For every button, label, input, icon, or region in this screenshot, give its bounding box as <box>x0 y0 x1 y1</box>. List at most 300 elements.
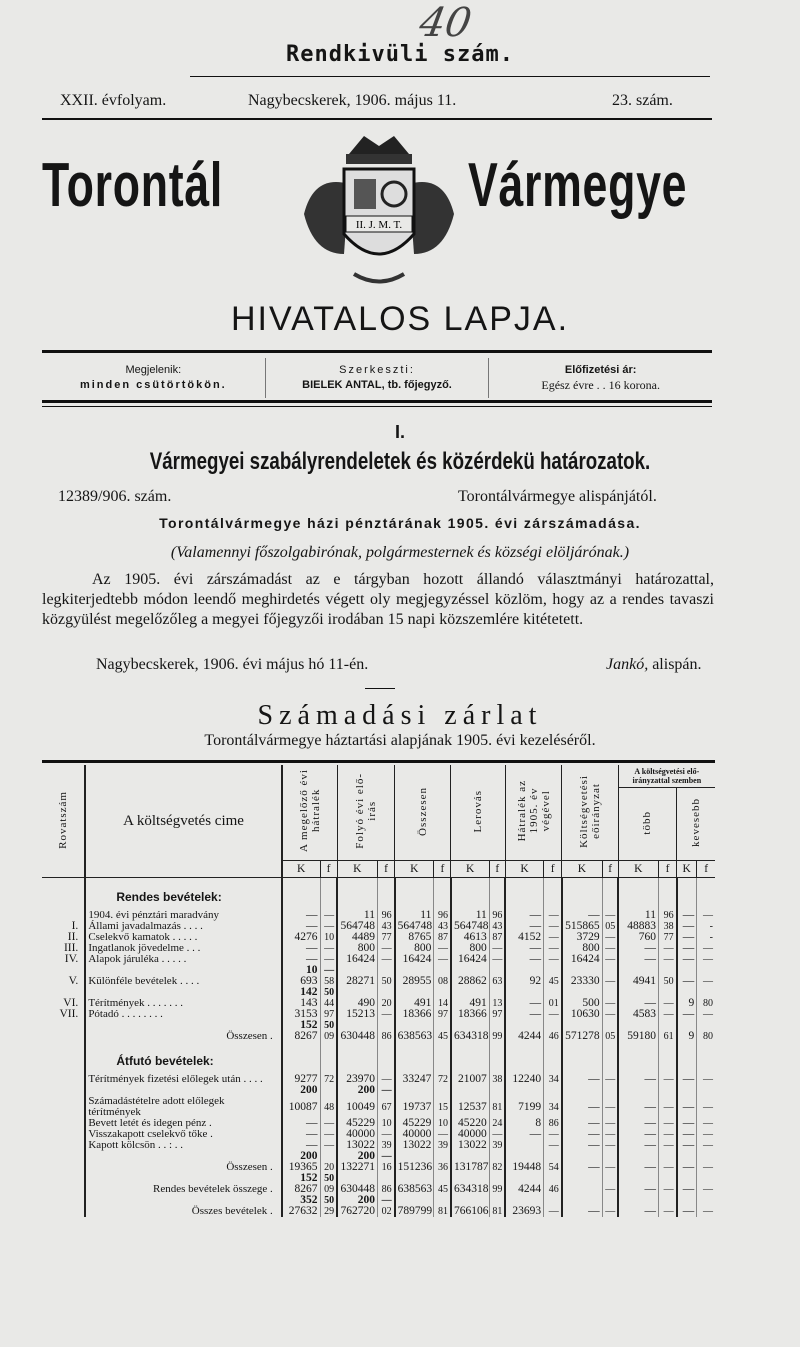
value-filler: 99 <box>489 1184 505 1195</box>
value-filler: — <box>697 1129 715 1140</box>
value-filler <box>658 1020 676 1031</box>
value-filler: — <box>658 1206 676 1217</box>
value-korona <box>562 1085 602 1096</box>
row-number <box>42 1162 85 1173</box>
addressees: (Valamennyi főszolgabirónak, polgármesternek és községi elöljárónak.) <box>170 544 630 561</box>
value-filler <box>697 965 715 976</box>
value-filler: — <box>658 1140 676 1151</box>
value-filler: — <box>602 1096 618 1118</box>
value-filler: — <box>658 1074 676 1085</box>
value-filler: — <box>434 943 451 954</box>
value-korona: 27632 <box>282 1206 320 1217</box>
carryover-row <box>42 1195 715 1206</box>
row-number <box>42 1118 85 1129</box>
value-filler <box>377 1020 394 1031</box>
header-col-3: Összesen <box>395 765 451 861</box>
value-korona: 800 <box>562 943 602 954</box>
header-f: f <box>434 861 451 878</box>
value-korona: 4152 <box>505 932 543 943</box>
value-korona: — <box>677 1129 697 1140</box>
value-korona: 19737 <box>395 1096 434 1118</box>
value-filler: 77 <box>377 932 394 943</box>
value-korona <box>505 878 543 911</box>
issue-date: Nagybecskerek, 1906. május 11. <box>248 92 457 109</box>
value-filler: 39 <box>434 1140 451 1151</box>
value-filler: 72 <box>320 1074 337 1085</box>
value-filler: 05 <box>602 921 618 932</box>
value-korona: 16424 <box>451 954 489 965</box>
value-filler: 77 <box>658 932 676 943</box>
value-korona: — <box>677 910 697 921</box>
value-korona: — <box>505 954 543 965</box>
value-filler: 45 <box>434 1031 451 1042</box>
value-korona: 564748 <box>451 921 489 932</box>
value-korona: 152 <box>282 1173 320 1184</box>
value-filler: — <box>602 1140 618 1151</box>
value-filler: — <box>377 954 394 965</box>
value-filler <box>377 878 394 911</box>
value-filler: 46 <box>544 1184 562 1195</box>
value-korona <box>395 878 434 911</box>
header-f: f <box>697 861 715 878</box>
value-korona: 200 <box>337 1151 377 1162</box>
value-filler <box>697 1173 715 1184</box>
header-col-6: Költségvetési eőirányzat <box>562 765 618 861</box>
value-korona: — <box>618 1184 658 1195</box>
header-kevesebb: kevesebb <box>677 788 715 861</box>
header-group: A költségvetési elő-irányzattal szemben <box>618 765 715 788</box>
total-row <box>42 1206 715 1217</box>
value-korona <box>451 1085 489 1096</box>
value-korona: 28862 <box>451 976 489 987</box>
value-korona: 800 <box>337 943 377 954</box>
value-korona: — <box>677 932 697 943</box>
value-filler: — <box>544 1129 562 1140</box>
value-korona: 11 <box>337 910 377 921</box>
value-korona: 4583 <box>618 1009 658 1020</box>
value-korona: 18366 <box>395 1009 434 1020</box>
value-filler: 39 <box>489 1140 505 1151</box>
section-row <box>42 878 715 911</box>
row-label: Számadástételre adott előlegek térítmények <box>85 1096 281 1118</box>
value-filler: 38 <box>489 1074 505 1085</box>
value-filler: 13 <box>489 998 505 1009</box>
row-label: Kapott kölcsön . . : . . <box>85 1140 281 1151</box>
value-filler: 87 <box>434 932 451 943</box>
value-korona: — <box>562 1129 602 1140</box>
value-filler <box>377 1042 394 1074</box>
value-filler: 01 <box>544 998 562 1009</box>
handwritten-page-number: 40 <box>415 0 475 46</box>
value-korona: — <box>677 1140 697 1151</box>
value-korona: 151236 <box>395 1162 434 1173</box>
header-cime: A költségvetés cime <box>85 765 281 878</box>
value-filler: 16 <box>377 1162 394 1173</box>
carryover-row <box>42 1020 715 1031</box>
value-filler: — <box>658 998 676 1009</box>
value-filler: 14 <box>434 998 451 1009</box>
value-korona: 9 <box>677 1031 697 1042</box>
value-korona <box>337 878 377 911</box>
value-filler: 29 <box>320 1206 337 1217</box>
value-filler: — <box>602 1206 618 1217</box>
value-korona: 13022 <box>451 1140 489 1151</box>
value-korona: 10049 <box>337 1096 377 1118</box>
value-korona: 11 <box>618 910 658 921</box>
value-filler: — <box>544 1206 562 1217</box>
value-filler <box>602 1195 618 1206</box>
value-filler: — <box>544 954 562 965</box>
value-filler: 10 <box>434 1118 451 1129</box>
value-korona: 142 <box>282 987 320 998</box>
value-filler: — <box>544 921 562 932</box>
value-filler: 08 <box>434 976 451 987</box>
value-filler: 96 <box>489 910 505 921</box>
value-filler: — <box>377 1129 394 1140</box>
value-filler: 45 <box>434 1184 451 1195</box>
value-korona: 19448 <box>505 1162 543 1173</box>
value-korona: — <box>282 943 320 954</box>
value-korona <box>505 1085 543 1096</box>
value-korona: 23693 <box>505 1206 543 1217</box>
value-filler <box>489 965 505 976</box>
value-filler: 36 <box>434 1162 451 1173</box>
value-filler <box>544 1173 562 1184</box>
value-filler: 86 <box>544 1118 562 1129</box>
value-korona: — <box>562 1096 602 1118</box>
value-filler: — <box>697 1009 715 1020</box>
value-korona: 634318 <box>451 1184 489 1195</box>
coat-of-arms <box>294 124 464 294</box>
value-korona: 789799 <box>395 1206 434 1217</box>
value-korona: 4276 <box>282 932 320 943</box>
value-filler: 48 <box>320 1096 337 1118</box>
carryover-row <box>42 1151 715 1162</box>
value-filler <box>697 1195 715 1206</box>
section-heading: Rendes bevételek: <box>85 878 281 911</box>
value-filler <box>489 878 505 911</box>
value-filler <box>489 1042 505 1074</box>
value-korona: 12240 <box>505 1074 543 1085</box>
value-korona: 19365 <box>282 1162 320 1173</box>
value-korona <box>395 1042 434 1074</box>
value-filler: — <box>602 932 618 943</box>
value-korona: 21007 <box>451 1074 489 1085</box>
value-filler <box>658 1173 676 1184</box>
value-korona: 9 <box>677 998 697 1009</box>
value-filler: 96 <box>658 910 676 921</box>
value-filler <box>434 1195 451 1206</box>
value-filler: 50 <box>320 987 337 998</box>
value-korona: 693 <box>282 976 320 987</box>
value-filler: — <box>697 1118 715 1129</box>
value-korona: 630448 <box>337 1031 377 1042</box>
value-korona: 200 <box>282 1151 320 1162</box>
value-filler <box>489 1020 505 1031</box>
value-filler: — <box>658 1096 676 1118</box>
value-filler: — <box>697 976 715 987</box>
value-filler: — <box>377 1151 394 1162</box>
table-row <box>42 1096 715 1118</box>
value-korona: 10630 <box>562 1009 602 1020</box>
table-row <box>42 976 715 987</box>
value-korona: — <box>677 1162 697 1173</box>
value-filler: 10 <box>377 1118 394 1129</box>
value-korona: 16424 <box>337 954 377 965</box>
value-korona <box>618 878 658 911</box>
value-korona: — <box>677 921 697 932</box>
header-col-1: A megelőző évi hátralék <box>282 765 337 861</box>
table-row <box>42 1074 715 1085</box>
value-filler: — <box>544 943 562 954</box>
value-filler: - <box>697 921 715 932</box>
coat-of-arms-label: II. J. M. T. <box>355 219 403 231</box>
row-number: I. <box>71 920 79 932</box>
carryover-row <box>42 1173 715 1184</box>
row-number <box>42 878 85 911</box>
value-filler: — <box>377 1195 394 1206</box>
value-filler: — <box>602 1074 618 1085</box>
value-filler: 20 <box>377 998 394 1009</box>
value-filler: — <box>320 943 337 954</box>
value-filler <box>320 1085 337 1096</box>
signature: Jankó, alispán. <box>606 656 702 673</box>
value-filler: — <box>320 1118 337 1129</box>
value-korona: — <box>618 1118 658 1129</box>
row-label: Bevett letét és idegen pénz . <box>85 1118 281 1129</box>
row-label: Pótadó . . . . . . . . <box>85 1009 281 1020</box>
value-filler: — <box>377 1074 394 1085</box>
value-korona: 23330 <box>562 976 602 987</box>
header-k: K <box>618 861 658 878</box>
value-filler: — <box>658 1118 676 1129</box>
value-filler <box>544 1085 562 1096</box>
value-korona: — <box>618 1206 658 1217</box>
value-korona: 760 <box>618 932 658 943</box>
value-filler: — <box>602 1129 618 1140</box>
title-right: Vármegye <box>468 151 688 220</box>
value-korona: — <box>677 1096 697 1118</box>
value-filler: 50 <box>377 976 394 987</box>
row-number <box>42 1184 85 1195</box>
value-filler <box>544 1151 562 1162</box>
value-korona: — <box>505 1129 543 1140</box>
value-korona: 4613 <box>451 932 489 943</box>
row-number <box>42 1140 85 1151</box>
row-label: Különféle bevételek . . . . <box>85 976 281 987</box>
value-filler <box>320 1151 337 1162</box>
value-filler: — <box>320 910 337 921</box>
value-korona: — <box>282 1129 320 1140</box>
section-row <box>42 1042 715 1074</box>
value-korona: — <box>618 1096 658 1118</box>
value-filler: 43 <box>377 921 394 932</box>
value-filler: — <box>544 910 562 921</box>
value-filler: — <box>434 954 451 965</box>
value-filler: — <box>320 921 337 932</box>
section-heading: Átfutó bevételek: <box>85 1042 281 1074</box>
value-korona: 45220 <box>451 1118 489 1129</box>
row-label: Térítmények . . . . . . . <box>85 998 281 1009</box>
value-filler: 82 <box>489 1162 505 1173</box>
value-filler: 39 <box>377 1140 394 1151</box>
value-filler: 43 <box>434 921 451 932</box>
value-korona: — <box>618 998 658 1009</box>
header-rovatszam: Rovatszám <box>42 765 85 878</box>
value-korona: — <box>618 1140 658 1151</box>
value-filler: 81 <box>489 1096 505 1118</box>
header-k: K <box>282 861 320 878</box>
value-korona: 200 <box>282 1085 320 1096</box>
value-filler <box>544 1042 562 1074</box>
value-korona: 48883 <box>618 921 658 932</box>
value-filler <box>697 987 715 998</box>
header-col-5: Hátralék az 1905. év végével <box>505 765 561 861</box>
header-k: K <box>677 861 697 878</box>
article-title: Torontálvármegye házi pénztárának 1905. évi zárszámadása. <box>159 515 641 531</box>
value-filler: — <box>602 1118 618 1129</box>
value-filler <box>544 1020 562 1031</box>
value-filler: 81 <box>434 1206 451 1217</box>
value-filler: 80 <box>697 1031 715 1042</box>
header-k: K <box>562 861 602 878</box>
value-filler: — <box>602 943 618 954</box>
row-number: VII. <box>59 1008 79 1020</box>
value-korona: 638563 <box>395 1184 434 1195</box>
value-filler: — <box>434 1129 451 1140</box>
value-filler: — <box>544 932 562 943</box>
header-tobb: több <box>618 788 676 861</box>
value-korona: 152 <box>282 1020 320 1031</box>
value-korona: 11 <box>451 910 489 921</box>
value-filler: — <box>697 1184 715 1195</box>
value-filler: — <box>489 943 505 954</box>
header-f: f <box>602 861 618 878</box>
value-filler <box>434 1151 451 1162</box>
value-korona: — <box>562 1074 602 1085</box>
row-number <box>42 1195 85 1206</box>
value-korona: 33247 <box>395 1074 434 1085</box>
section-number: I. <box>394 422 405 442</box>
row-number <box>42 1206 85 1217</box>
row-label: Összesen . <box>85 1031 281 1042</box>
value-filler: 97 <box>489 1009 505 1020</box>
value-filler <box>489 1151 505 1162</box>
value-korona <box>618 1085 658 1096</box>
header-f: f <box>544 861 562 878</box>
value-korona: — <box>677 1118 697 1129</box>
row-number <box>42 1151 85 1162</box>
value-korona: — <box>505 943 543 954</box>
row-number: V. <box>68 975 79 987</box>
value-korona: 15213 <box>337 1009 377 1020</box>
value-filler: — <box>377 1009 394 1020</box>
article-body: Az 1905. évi zárszámadást az e tárgyban hozott állandó választmányi határozattal, legkiterjedtebb módon leendő meghirdetés végett oly megjegyzéssel közlöm, hogy az a rendes tavaszi közgyülést megelőzőleg a megyei főjegyzői irodában 15 napi közszemlére kitétetett. <box>42 571 714 628</box>
value-filler <box>489 1173 505 1184</box>
value-korona: 8 <box>505 1118 543 1129</box>
value-filler <box>489 1085 505 1096</box>
value-korona: 352 <box>282 1195 320 1206</box>
value-filler: — <box>602 998 618 1009</box>
value-korona: 40000 <box>395 1129 434 1140</box>
special-issue-label: Rendkivüli szám. <box>286 42 514 67</box>
row-number <box>42 1129 85 1140</box>
value-korona: 800 <box>395 943 434 954</box>
value-korona: 4941 <box>618 976 658 987</box>
value-filler: — <box>602 910 618 921</box>
value-korona: — <box>505 998 543 1009</box>
value-korona: — <box>618 1129 658 1140</box>
total-row <box>42 1184 715 1195</box>
row-number <box>42 1042 85 1074</box>
row-number <box>42 1074 85 1085</box>
value-korona <box>451 1042 489 1074</box>
value-filler: 50 <box>320 1173 337 1184</box>
value-korona: 45229 <box>395 1118 434 1129</box>
value-filler: — <box>489 1129 505 1140</box>
value-filler <box>377 987 394 998</box>
value-filler: 97 <box>320 1009 337 1020</box>
value-korona: 3729 <box>562 932 602 943</box>
row-label: Térítmények fizetési előlegek után . . . . <box>85 1074 281 1085</box>
value-filler <box>544 878 562 911</box>
value-korona: 13022 <box>395 1140 434 1151</box>
value-filler: — <box>658 943 676 954</box>
value-korona: 571278 <box>562 1031 602 1042</box>
value-filler: — <box>658 1184 676 1195</box>
value-filler: 15 <box>434 1096 451 1118</box>
value-korona: — <box>282 1140 320 1151</box>
value-filler: — <box>602 954 618 965</box>
value-filler <box>602 965 618 976</box>
value-korona: — <box>282 954 320 965</box>
value-korona: 132271 <box>337 1162 377 1173</box>
value-korona: 4489 <box>337 932 377 943</box>
value-korona: 10 <box>282 965 320 976</box>
value-korona: 11 <box>395 910 434 921</box>
value-korona <box>505 1042 543 1074</box>
value-korona: — <box>505 910 543 921</box>
row-number <box>42 1085 85 1096</box>
value-filler <box>602 987 618 998</box>
value-filler: — <box>697 943 715 954</box>
value-filler: 99 <box>489 1031 505 1042</box>
statement-subtitle: Torontálvármegye háztartási alapjának 1905. évi kezeléséről. <box>204 732 596 749</box>
row-number <box>42 965 85 976</box>
value-filler: — <box>602 976 618 987</box>
value-filler <box>602 1151 618 1162</box>
value-korona: — <box>505 921 543 932</box>
value-filler: 45 <box>544 976 562 987</box>
value-korona: 634318 <box>451 1031 489 1042</box>
value-filler: 09 <box>320 1184 337 1195</box>
value-filler <box>602 1042 618 1074</box>
value-korona: — <box>562 1206 602 1217</box>
value-filler <box>377 1173 394 1184</box>
value-korona: 16424 <box>562 954 602 965</box>
place-date: Nagybecskerek, 1906. évi május hó 11-én. <box>96 656 369 673</box>
value-filler: 80 <box>697 998 715 1009</box>
row-label: Összesen . <box>85 1162 281 1173</box>
value-filler: — <box>658 954 676 965</box>
value-filler <box>377 965 394 976</box>
value-filler <box>544 965 562 976</box>
value-filler: — <box>697 954 715 965</box>
value-filler: 44 <box>320 998 337 1009</box>
value-korona: 40000 <box>337 1129 377 1140</box>
value-filler <box>489 1195 505 1206</box>
value-korona <box>562 1173 602 1184</box>
